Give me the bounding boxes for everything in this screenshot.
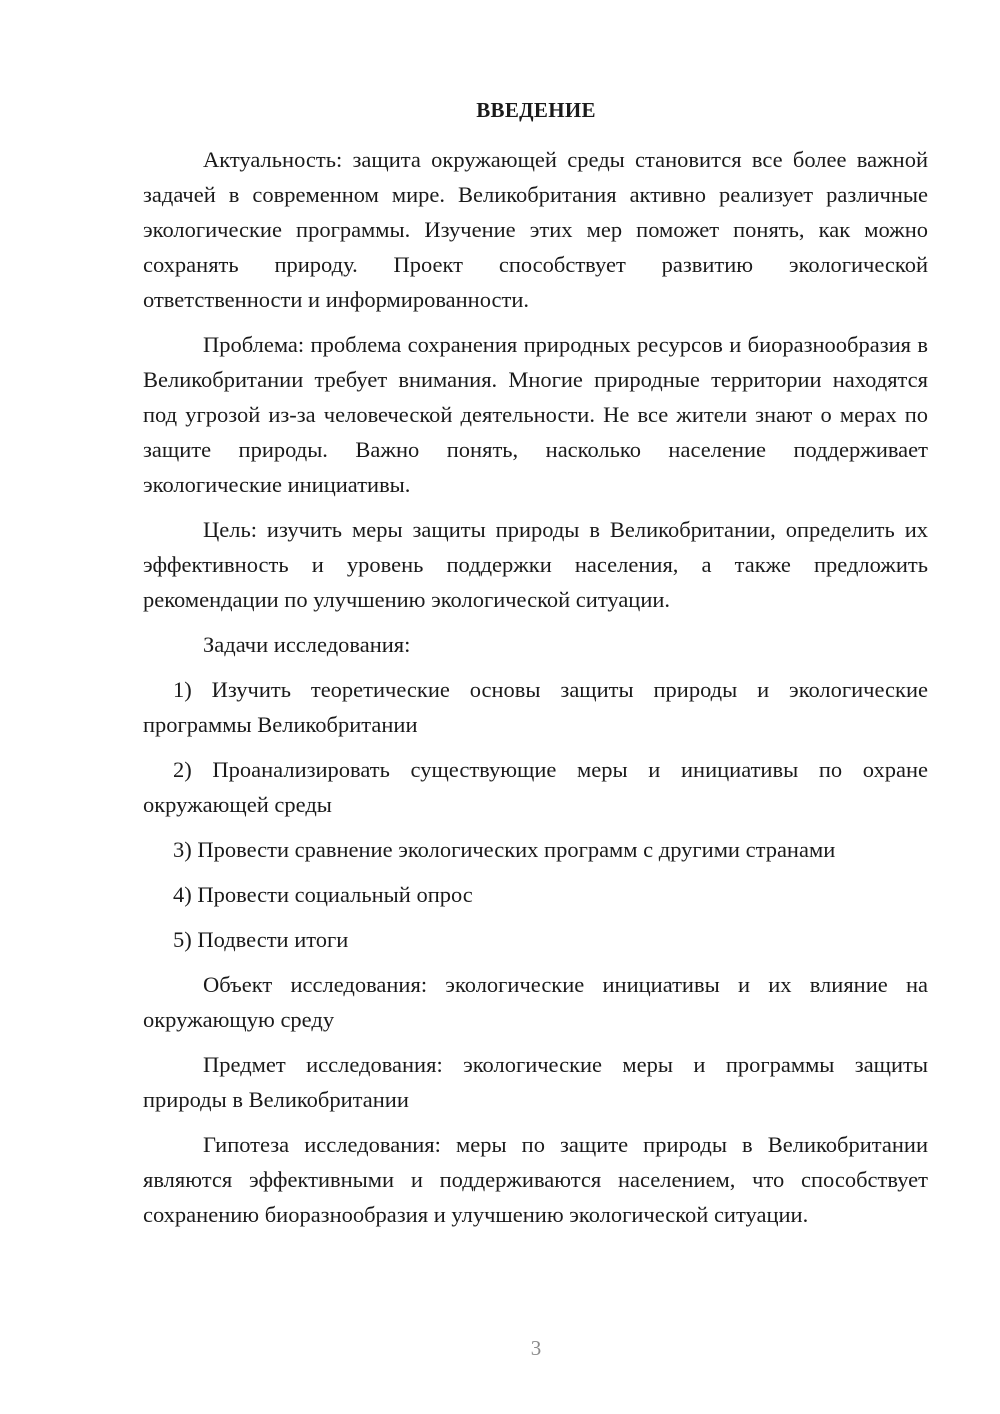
page-number: 3 [530,1336,542,1360]
paragraph-subject: Предмет исследования: экологические меры и программы защиты природы в Великобритании [143,1052,928,1112]
paragraph-goal: Цель: изучить меры защиты природы в Великобритании, определить их эффективность и уровень поддержки населения, а также предложить рекомендации по улучшению экологической ситуации. [143,517,928,612]
paragraph-hypothesis: Гипотеза исследования: меры по защите природы в Великобритании являются эффективными и поддерживаются населением, что способствует сохранению биоразнообразия и улучшению экологической ситуации. [143,1132,928,1227]
paragraph-problem: Проблема: проблема сохранения природных ресурсов и биоразнообразия в Великобритании требует внимания. Многие природные территории находятся под угрозой из-за человеческой деятельности. Не все жители знают о мерах по защите природы. Важно понять, насколько население поддерживает экологические инициативы. [143,332,928,497]
paragraph-relevance: Актуальность: защита окружающей среды становится все более важной задачей в современном мире. Великобритания активно реализует различные экологические программы. Изучение этих мер поможет понять, как можно сохранять природу. Проект способствует развитию экологической ответственности и информированности. [143,147,928,312]
task-item-3: 3) Провести сравнение экологических программ с другими странами [173,837,836,862]
paragraph-object: Объект исследования: экологические инициативы и их влияние на окружающую среду [143,972,928,1032]
task-item-1: 1) Изучить теоретические основы защиты природы и экологические программы Великобритании [143,677,928,737]
document-body [143,142,928,1242]
tasks-title: Задачи исследования: [203,632,411,657]
task-item-2: 2) Проанализировать существующие меры и инициативы по охране окружающей среды [143,757,928,817]
page-title: ВВЕДЕНИЕ [476,98,596,122]
task-item-5: 5) Подвести итоги [173,927,349,952]
task-item-4: 4) Провести социальный опрос [173,882,473,907]
